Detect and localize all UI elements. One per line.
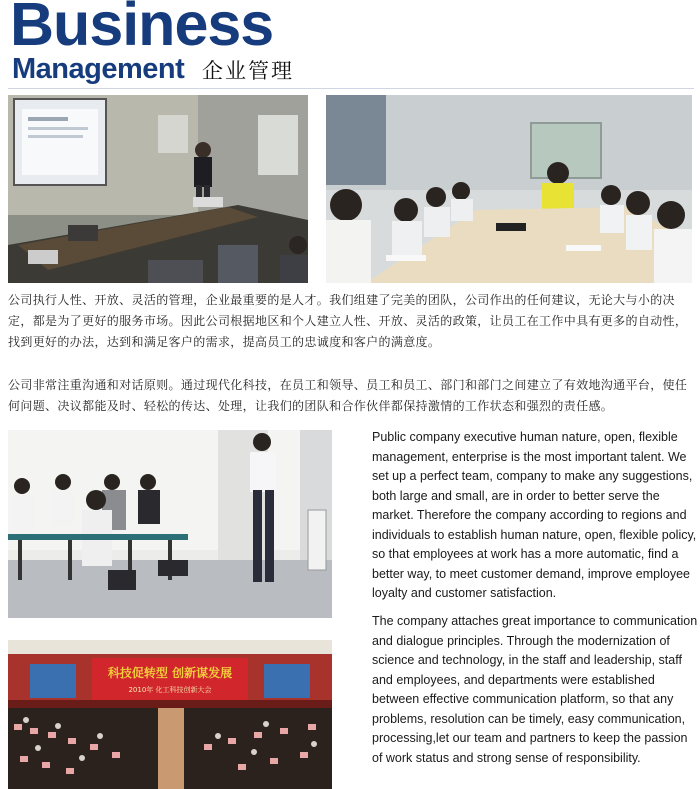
banner-event-name: 2010年 化工科技创新大会 [128, 686, 212, 694]
training-session-photo [8, 430, 332, 618]
paragraph-en-communication [372, 612, 698, 768]
paragraph-en-management-text: Public company executive human nature, open, flexible management, enterprise is the most important talent. We set up a perfect team, company to make any suggestions, both large and small, are in order to better serve the market. Therefore the company according to regions and individuals to establish human nature, open, flexible policy, so that employees at work has a more automatic, find a better way, to meet customer demand, improve employee loyalty and customer satisfaction. [372, 430, 697, 600]
title-chinese: 企业管理 [202, 59, 294, 83]
title-business: Business [10, 0, 274, 58]
paragraph-en-management [372, 428, 698, 604]
meeting-room-photo [8, 95, 308, 283]
paragraph-en-communication-text: The company attaches great importance to communication and dialogue principles. Through the modernization of science and technology, in the staff and leadership, staff and employees, and departments were established between effective communication platform, so that any problems, resolution can be timely, easy communication, processing,let our team and partners to keep the passion of work status and strong sense of responsibility. [372, 614, 698, 765]
conference-table-photo [326, 95, 692, 283]
title-divider [8, 88, 694, 89]
conference-hall-photo [8, 640, 332, 789]
title-management: Management [12, 53, 185, 85]
paragraph-cn-management: 公司执行人性、开放、灵活的管理，企业最重要的是人才。我们组建了完美的团队，公司作出的任何建议，无论大与小的决定，都是为了更好的服务市场。因此公司根据地区和个人建立人性、开放、灵活的政策，让员工在工作中具有更多的自动性，找到更好的办法，达到和满足客户的需求，提高员工的忠诚度和客户的满意度。 [8, 293, 688, 349]
banner-slogan: 科技促转型 创新谋发展 [107, 666, 233, 680]
paragraph-cn-communication: 公司非常注重沟通和对话原则。通过现代化科技，在员工和领导、员工和员工、部门和部门之间建立了有效地沟通平台，使任何问题、决议都能及时、轻松的传达、处理，让我们的团队和合作伙伴都保持激情的工作状态和强烈的责任感。 [8, 378, 688, 413]
